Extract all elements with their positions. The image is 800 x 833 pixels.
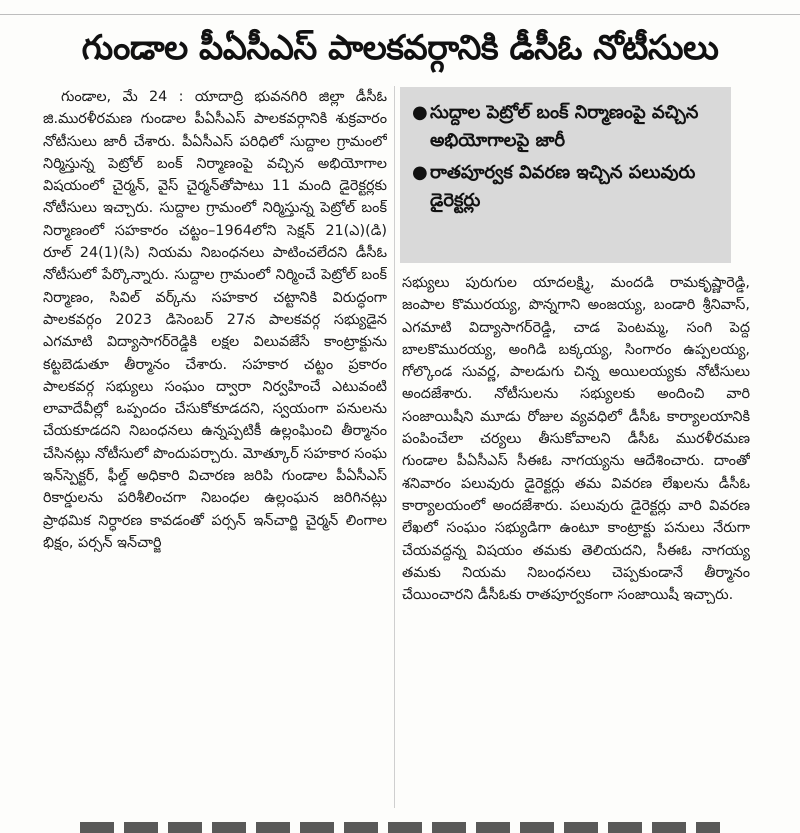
cropped-headline-strokes [80, 822, 720, 833]
article-headline: గుండాల పీఏసీఎస్ పాలకవర్గానికి డీసీఓ నోటీసులు [81, 28, 719, 68]
bullet-icon: ● [412, 102, 428, 123]
column-divider [394, 86, 395, 808]
highlight-item [412, 99, 717, 155]
highlights-box [400, 87, 731, 263]
page-top-rule [0, 0, 800, 15]
article-body-right-column [402, 272, 750, 806]
next-article-headline-cropped [20, 816, 780, 833]
article-paragraph: గుండాల, మే 24 : యాదాద్రి భువనగిరి జిల్లా డీసీఓ జి.మురళీరమణ గుండాల పీఏసీఎస్ పాలకవర్గానికి శుక్రవారం నోటీసులు జారీ చేశారు. పీఏసీఎస్ పరిధిలో సుద్దాల గ్రామంలో నిర్మిస్తున్న పెట్రోల్ బంక్ నిర్మాణంపై వచ్చిన అభియోగాల విషయంలో చైర్మన్, వైస్ చైర్మన్‌తోపాటు 11 మంది డైరెక్టర్లకు నోటీసులు ఇచ్చారు. సుద్దాల గ్రామంలో నిర్మిస్తున్న పెట్రోల్ బంక్ నిర్మాణంలో సహకారం చట్టం–1964లోని సెక్షన్ 21(ఎ)(డి) రూల్ 24(1)(సి) నియమ నిబంధనలు పాటించలేదని డీసీఓ నోటీసులో పేర్కొన్నారు. సుద్దాల గ్రామంలో నిర్మించే పెట్రోల్ బంక్ నిర్మాణం, సివిల్ వర్క్‌ను సహకార చట్టానికి విరుద్ధంగా పాలకవర్గం 2023 డిసెంబర్ 27న పాలకవర్గ సభ్యుడైన ఎగమాటి విద్యాసాగర్‌రెడ్డికి లక్షల విలువజేసే కాంట్రాక్టును కట్టబెడుతూ తీర్మానం చేశారు. సహకార చట్టం ప్రకారం పాలకవర్గ సభ్యులు సంఘం ద్వారా నిర్వహించే ఎటువంటి లావాదేవీల్లో ఒప్పందం చేసుకోకూడదని, స్వయంగా పనులను చేయకూడదని నిబంధనలు ఉన్నప్పటికీ ఉల్లంఘించి తీర్మానం చేసినట్లు నోటీసులో పొందుపర్చారు. మోత్కూర్ సహకార సంఘ ఇన్‌స్పెక్టర్, ఫీల్డ్ అధికారి విచారణ జరిపి గుండాల పీఏసీఎస్ రికార్డులను పరిశీలించగా నిబంధల ఉల్లంఘన జరిగినట్లు ప్రాథమిక నిర్ధారణ కావడంతో పర్సన్ ఇన్‌చార్జి చైర్మన్ లింగాల భిక్షం, పర్సన్ ఇన్‌చార్జి [43, 89, 387, 551]
highlight-text: రాతపూర్వక వివరణ ఇచ్చిన పలువురు డైరెక్టర్లు [430, 162, 696, 211]
article-paragraph: సభ్యులు పురుగుల యాదలక్ష్మి, మందడి రామకృష్ణారెడ్డి, జంపాల కొమురయ్య, పొన్నగాని అంజయ్య, బండారి శ్రీనివాస్, ఎగమాటి విద్యాసాగర్‌రెడ్డి, చాడ పెంటమ్మ, సంగి పెద్ద బాలకొమురయ్య, అంగిడి బక్కయ్య, సింగారం ఉప్పలయ్య, గోల్కొండ సువర్ణ, పాలడుగు చిన్న అయిలయ్యకు నోటీసులు అందజేశారు. నోటీసులను సభ్యులకు అందించి వారి సంజాయిషీని మూడు రోజుల వ్యవధిలో డీసీఓ కార్యాలయానికి పంపించేలా చర్యలు తీసుకోవాలని డీసీఓ మురళీరమణ గుండాల పీఏసీఎస్ సీఈఓ నాగయ్యను ఆదేశించారు. దాంతో శనివారం పలువురు డైరెక్టర్లు తమ వివరణ లేఖలను డీసీఓ కార్యాలయంలో అందజేశారు. పలువురు డైరెక్టర్లు వారి వివరణ లేఖలో సంఘం సభ్యుడిగా ఉంటూ కాంట్రాక్టు పనులు నేరుగా చేయవద్దన్న విషయం తమకు తెలియదని, సీఈఓ నాగయ్య తమకు నియమ నిబంధనలు చెప్పకుండానే తీర్మానం చేయించారని డీసీఓకు రాతపూర్వకంగా సంజాయిషీ ఇచ్చారు. [402, 275, 750, 604]
bullet-icon: ● [412, 162, 428, 183]
article-body-left-column [43, 86, 387, 806]
highlight-text: సుద్దాల పెట్రోల్ బంక్ నిర్మాణంపై వచ్చిన అభియోగాలపై జారీ [430, 102, 699, 151]
highlight-item [412, 159, 717, 215]
